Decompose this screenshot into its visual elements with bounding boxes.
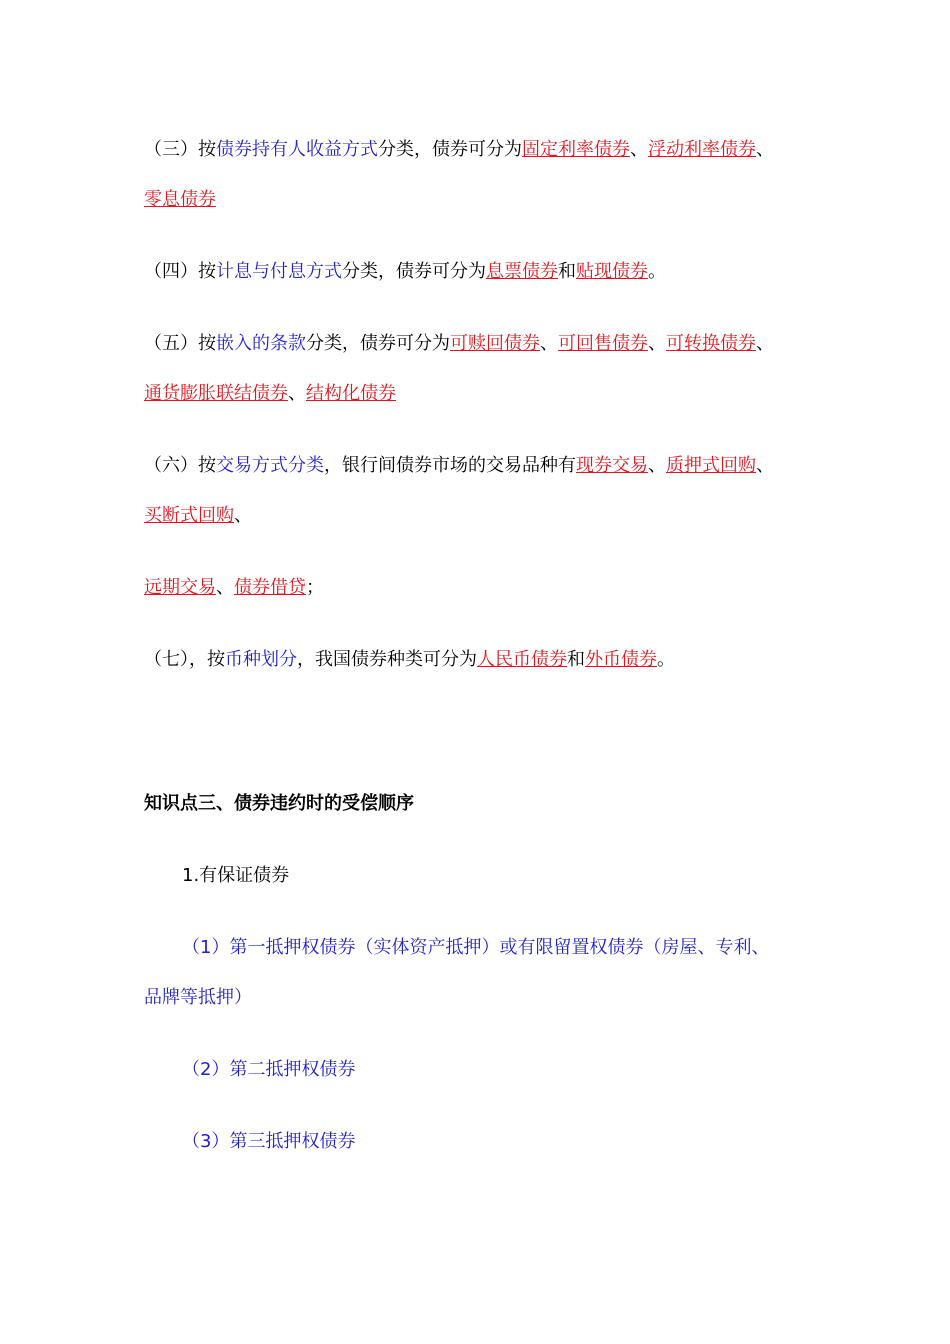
p4-line1	[144, 260, 666, 284]
p6-category: 交易方式分类	[216, 455, 324, 476]
p7-category: 币种划分	[225, 649, 297, 670]
p3-line2	[144, 188, 216, 212]
p4-term-1: 息票债券	[486, 261, 558, 282]
p3-prefix: （三）按	[144, 139, 216, 160]
p6-term-1: 现券交易	[576, 455, 648, 476]
p6-sep-2: 、	[756, 455, 774, 476]
p5-term-3: 可转换债券	[666, 333, 756, 354]
p6-term-3: 买断式回购	[144, 505, 234, 526]
p7-term-1: 人民币债券	[477, 649, 567, 670]
list-item-2: （2）第二抵押权债券	[182, 1059, 356, 1080]
p6-sep-4: 、	[216, 577, 234, 598]
p3-term-3: 零息债券	[144, 189, 216, 210]
p3-term-2: 浮动利率债券	[648, 139, 756, 160]
p3-term-1: 固定利率债券	[522, 139, 630, 160]
p6-sep-3: 、	[234, 505, 252, 526]
p7-middle: ，我国债券种类可分为	[297, 649, 477, 670]
p5-line2	[144, 382, 396, 406]
p4-category: 计息与付息方式	[216, 261, 342, 282]
p5-term-5: 结构化债券	[306, 383, 396, 404]
p4-end: 。	[648, 261, 666, 282]
p7-term-2: 外币债券	[585, 649, 657, 670]
p6-line2	[144, 504, 252, 528]
p5-term-2: 可回售债券	[558, 333, 648, 354]
p3-line1	[144, 138, 774, 162]
p3-middle: 分类，债券可分为	[378, 139, 522, 160]
p6-prefix: （六）按	[144, 455, 216, 476]
p3-category: 债券持有人收益方式	[216, 139, 378, 160]
p7-line1	[144, 648, 675, 672]
p3-sep-2: 、	[756, 139, 774, 160]
p6-line1	[144, 454, 774, 478]
p7-prefix: （七），按	[144, 649, 225, 670]
p5-sep-2: 、	[648, 333, 666, 354]
p6-middle: ，银行间债券市场的交易品种有	[324, 455, 576, 476]
p4-and: 和	[558, 261, 576, 282]
p7-end: 。	[657, 649, 675, 670]
list-item-3: （3）第三抵押权债券	[182, 1131, 356, 1152]
p5-term-1: 可赎回债券	[450, 333, 540, 354]
p4-prefix: （四）按	[144, 261, 216, 282]
p4-term-2: 贴现债券	[576, 261, 648, 282]
list-item-1-line2: 品牌等抵押）	[144, 987, 252, 1008]
p6-sep-1: 、	[648, 455, 666, 476]
p5-term-4: 通货膨胀联结债券	[144, 383, 288, 404]
p6-term-5: 债券借贷	[234, 577, 306, 598]
p6-end: ；	[306, 577, 324, 598]
p6-term-2: 质押式回购	[666, 455, 756, 476]
p5-sep-4: 、	[288, 383, 306, 404]
p5-category: 嵌入的条款	[216, 333, 306, 354]
p5-middle: 分类，债券可分为	[306, 333, 450, 354]
p7-and: 和	[567, 649, 585, 670]
p5-sep-1: 、	[540, 333, 558, 354]
p5-sep-3: 、	[756, 333, 774, 354]
section-heading: 知识点三、债券违约时的受偿顺序	[144, 793, 414, 814]
p5-line1	[144, 332, 774, 356]
subheading-secured-bonds: 1.有保证债券	[182, 865, 290, 886]
p6-line3	[144, 576, 324, 600]
p5-prefix: （五）按	[144, 333, 216, 354]
list-item-1-line1: （1）第一抵押权债券（实体资产抵押）或有限留置权债券（房屋、专利、	[182, 937, 770, 958]
p4-middle: 分类，债券可分为	[342, 261, 486, 282]
p6-term-4: 远期交易	[144, 577, 216, 598]
p3-sep-1: 、	[630, 139, 648, 160]
